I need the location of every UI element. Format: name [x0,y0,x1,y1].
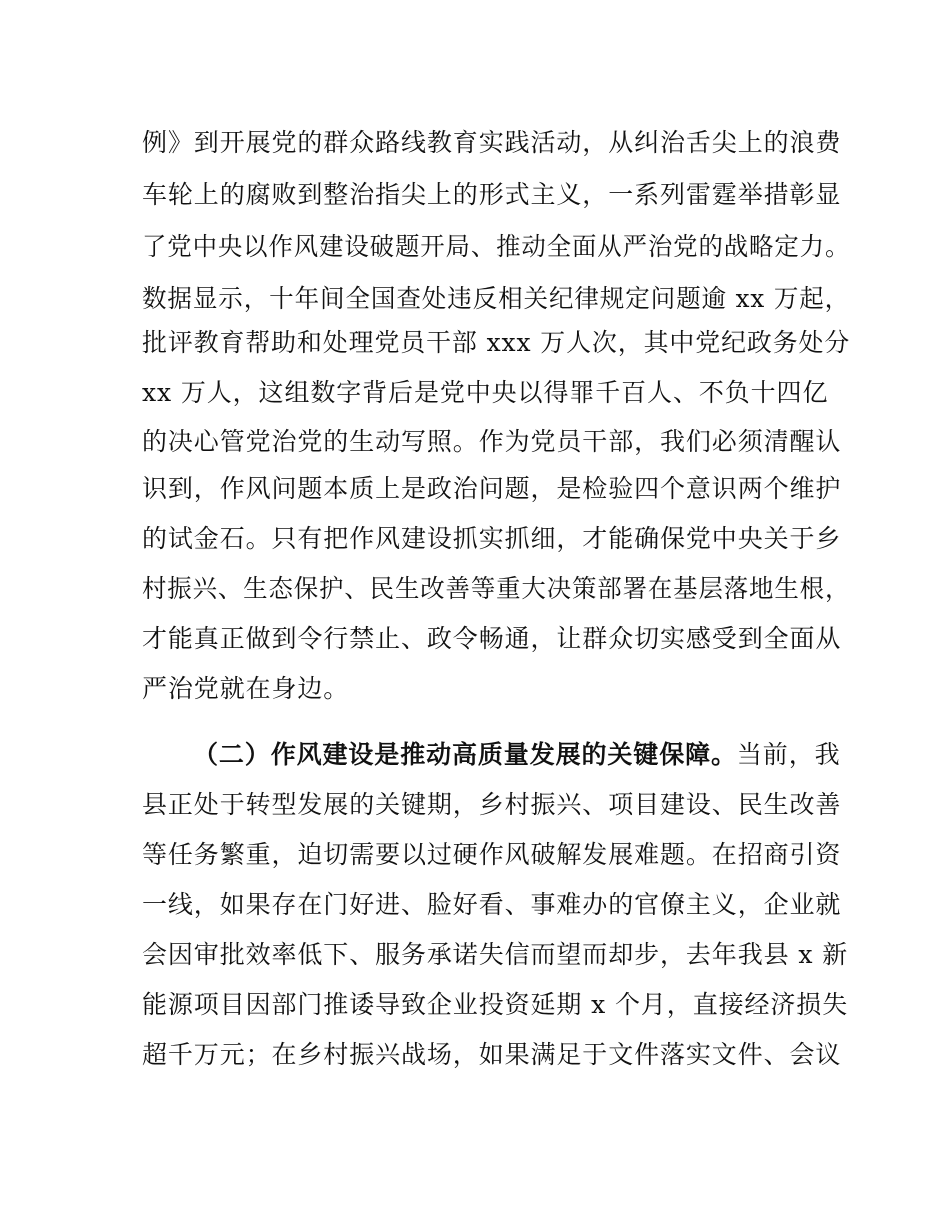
paragraph-line: 的决心管党治党的生动写照。作为党员干部，我们必须清醒认 [142,427,842,456]
paragraph-line: 等任务繁重，迫切需要以过硬作风破解发展难题。在招商引资 [142,840,842,869]
paragraph-line: 的试金石。只有把作风建设抓实抓细，才能确保党中央关于乡 [142,524,842,553]
paragraph-line: xx 万人，这组数字背后是党中央以得罪千百人、不负十四亿 [142,378,829,407]
paragraph-line: 例》到开展党的群众路线教育实践活动，从纠治舌尖上的浪费 [142,128,842,157]
paragraph-line: 才能真正做到令行禁止、政令畅通，让群众切实感受到全面从 [142,624,842,653]
paragraph-line: 一线，如果存在门好进、脸好看、事难办的官僚主义，企业就 [142,890,842,919]
paragraph-line: 会因审批效率低下、服务承诺失信而望而却步，去年我县 x 新 [142,940,849,969]
paragraph-line: 了党中央以作风建设破题开局、推动全面从严治党的战略定力。 [142,232,851,261]
paragraph-line: 车轮上的腐败到整治指尖上的形式主义，一系列雷霆举措彰显 [142,180,842,209]
section-heading: （二）作风建设是推动高质量发展的关键保障。 [193,740,737,769]
paragraph-line: 超千万元；在乡村振兴战场，如果满足于文件落实文件、会议 [142,1040,842,1069]
section-heading-line [193,739,841,771]
paragraph-line: 村振兴、生态保护、民生改善等重大决策部署在基层落地生根， [142,574,851,603]
paragraph-line: 县正处于转型发展的关键期，乡村振兴、项目建设、民生改善 [142,790,842,819]
paragraph-line: 批评教育帮助和处理党员干部 xxx 万人次，其中党纪政务处分 [142,328,851,357]
paragraph-line: 数据显示，十年间全国查处违反相关纪律规定问题逾 xx 万起， [142,284,851,313]
heading-line-text: 当前，我 [736,740,841,769]
paragraph-line: 能源项目因部门推诿导致企业投资延期 x 个月，直接经济损失 [142,990,849,1019]
paragraph-line: 识到，作风问题本质上是政治问题，是检验四个意识两个维护 [142,474,842,503]
paragraph-line: 严治党就在身边。 [142,674,350,703]
